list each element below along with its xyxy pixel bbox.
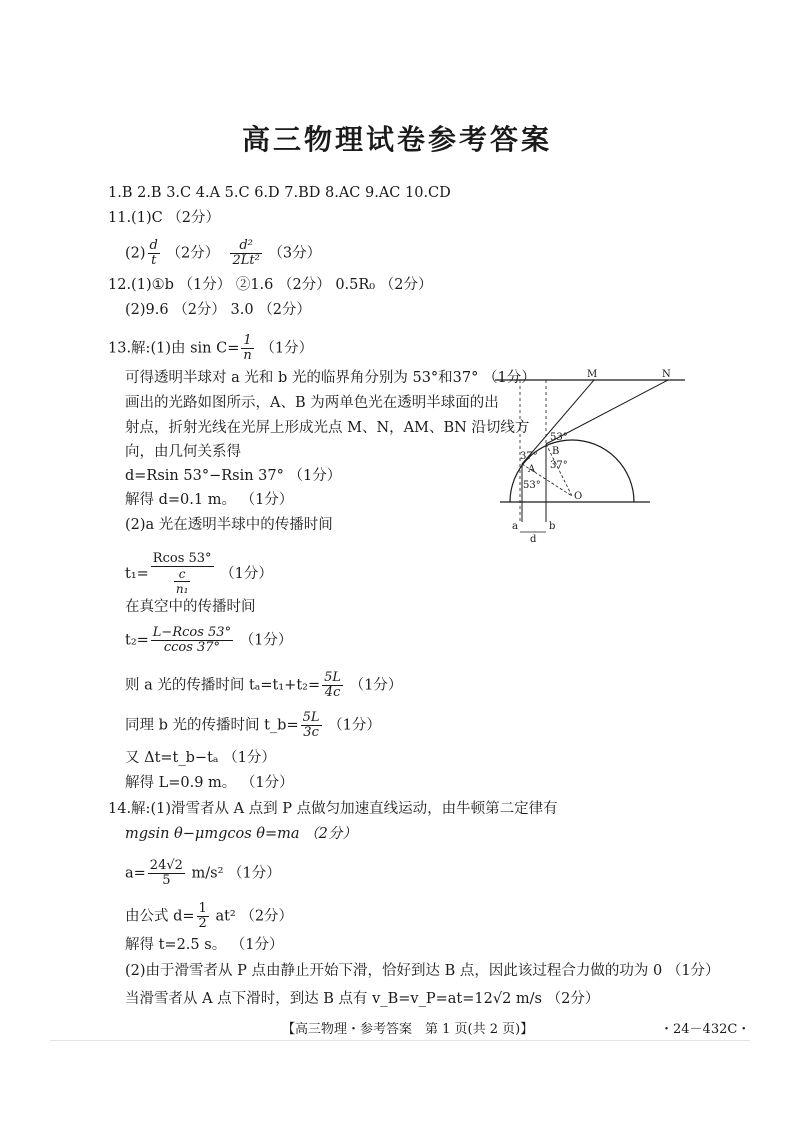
q13-t2-fraction	[151, 626, 233, 655]
label-O: O	[574, 491, 583, 502]
angle-37-left: 37°	[520, 451, 538, 462]
q13-ta-formula	[125, 671, 402, 700]
label-B: B	[552, 446, 560, 457]
fraction-numerator: 1	[198, 901, 207, 916]
q13-line2: 可得透明半球对 a 光和 b 光的临界角分别为 53°和37° （1分）	[125, 370, 536, 386]
q13-line7: 解得 d=0.1 m。 （1分）	[125, 492, 294, 508]
q12-line1: 12.(1)①b （1分） ②1.6 （2分） 0.5R₀ （2分）	[108, 277, 433, 293]
formula-lhs: 同理 b 光的传播时间 t_b=	[125, 717, 299, 734]
page-title: 高三物理试卷参考答案	[241, 123, 552, 156]
footer-code: ・24－432C・	[660, 1022, 751, 1037]
fraction-numerator: c	[174, 567, 191, 582]
fraction-denominator: 2Lt²	[232, 253, 260, 268]
fraction-denominator: 5	[162, 873, 171, 888]
q14-line3: 解得 t=2.5 s。 （1分）	[125, 937, 284, 953]
q13-line10: 又 Δt=t_b−tₐ （1分）	[125, 750, 276, 766]
fraction-numerator: Rcos 53°	[152, 551, 212, 566]
q14-a-fraction	[148, 859, 185, 888]
q13-line6: d=Rsin 53°−Rsin 37° （1分）	[125, 468, 342, 484]
fraction-numerator: L−Rcos 53°	[152, 625, 232, 640]
formula-lhs: t₁=	[125, 566, 149, 582]
q14-line2: mgsin θ−μmgcos θ=ma （2分）	[125, 826, 357, 842]
label-N: N	[662, 369, 671, 380]
angle-53-top: 53°	[550, 432, 568, 443]
q12-line2: (2)9.6 （2分） 3.0 （2分）	[125, 302, 311, 318]
score-note: （2分）	[166, 245, 220, 262]
fraction-denominator: 2	[198, 916, 207, 931]
q14-line5: 当滑雪者从 A 点下滑时，到达 B 点有 v_B=v_P=at=12√2 m/s （2分）	[125, 991, 600, 1007]
fraction-denominator: ccos 37°	[163, 640, 221, 655]
score-note: （1分）	[260, 340, 314, 357]
q13-line4: 射点，折射光线在光屏上形成光点 M、N，AM、BN 沿切线方	[125, 420, 530, 436]
score-note: m/s² （1分）	[191, 865, 281, 882]
label-A: A	[528, 464, 536, 475]
q13-tb-formula	[125, 711, 381, 740]
footer-divider	[50, 1040, 750, 1041]
q13-t1-fraction	[151, 552, 214, 596]
fraction-denominator: t	[151, 253, 157, 268]
label-a: a	[512, 521, 518, 532]
q14-line1: 14.解:(1)滑雪者从 A 点到 P 点做匀加速直线运动，由牛顿第二定律有	[108, 801, 558, 817]
formula-lhs: 由公式 d=	[125, 908, 195, 925]
q13-line11: 解得 L=0.9 m。 （1分）	[125, 775, 294, 791]
q13-fraction-sinC	[241, 334, 253, 363]
q11-part2-label: (2)	[125, 245, 146, 262]
q13-line8: (2)a 光在透明半球中的传播时间	[125, 517, 333, 533]
angle-53-low: 53°	[523, 480, 541, 491]
q13-line5: 向，由几何关系得	[125, 444, 241, 460]
score-note: （1分）	[220, 566, 273, 582]
fraction-numerator: 5L	[324, 670, 342, 685]
q14-line4: (2)由于滑雪者从 P 点由静止开始下滑，恰好到达 B 点，因此该过程合力做的功为 0 （1分）	[125, 963, 720, 979]
q13-ta-fraction	[322, 671, 343, 700]
fraction-denominator: n₁	[175, 582, 189, 596]
q13-tb-fraction	[301, 711, 322, 740]
label-d: d	[530, 534, 537, 545]
score-note: （1分）	[328, 717, 381, 734]
q14-a-formula	[125, 859, 281, 888]
score-note: at² （2分）	[215, 908, 294, 925]
formula-lhs: 则 a 光的传播时间 tₐ=t₁+t₂=	[125, 677, 321, 694]
optics-diagram	[490, 364, 690, 546]
score-note: （3分）	[268, 245, 322, 262]
label-b: b	[549, 521, 556, 532]
q11-fraction-2	[230, 239, 261, 268]
label-M: M	[587, 369, 598, 380]
fraction-numerator: d²	[230, 239, 261, 254]
fraction-denominator	[151, 567, 214, 596]
fraction-denominator: 3c	[303, 725, 319, 740]
angle-37-right: 37°	[550, 460, 568, 471]
fraction-numerator: 24√2	[149, 858, 183, 873]
q13-line9: 在真空中的传播时间	[125, 599, 256, 615]
fraction-denominator: n	[243, 348, 252, 363]
formula-lhs: t₂=	[125, 632, 149, 649]
q13-line3: 画出的光路如图所示，A、B 为两单色光在透明半球面的出	[125, 395, 499, 411]
answers-1-10: 1.B 2.B 3.C 4.A 5.C 6.D 7.BD 8.AC 9.AC 10.CD	[108, 185, 451, 201]
fraction-denominator: 4c	[324, 685, 341, 700]
q13-t2-formula	[125, 626, 292, 655]
fraction-numerator: d	[149, 238, 158, 253]
q11-line1: 11.(1)C （2分）	[108, 210, 221, 226]
q11-line2	[125, 239, 321, 268]
formula-lhs: a=	[125, 865, 146, 882]
q13-intro: 13.解:(1)由 sin C=	[108, 340, 240, 357]
fraction-numerator: 5L	[302, 710, 320, 725]
score-note: （1分）	[239, 632, 293, 649]
score-note: （1分）	[349, 677, 403, 694]
q13-line1	[108, 334, 313, 363]
q11-fraction-1	[148, 239, 160, 268]
q13-t1-formula	[125, 552, 273, 596]
nested-fraction	[174, 567, 191, 596]
footer-page-info: 【高三物理・参考答案 第 1 页(共 2 页)】	[282, 1022, 534, 1037]
q14-d-formula	[125, 902, 293, 931]
q14-d-fraction	[197, 902, 209, 931]
fraction-numerator: 1	[241, 334, 253, 349]
